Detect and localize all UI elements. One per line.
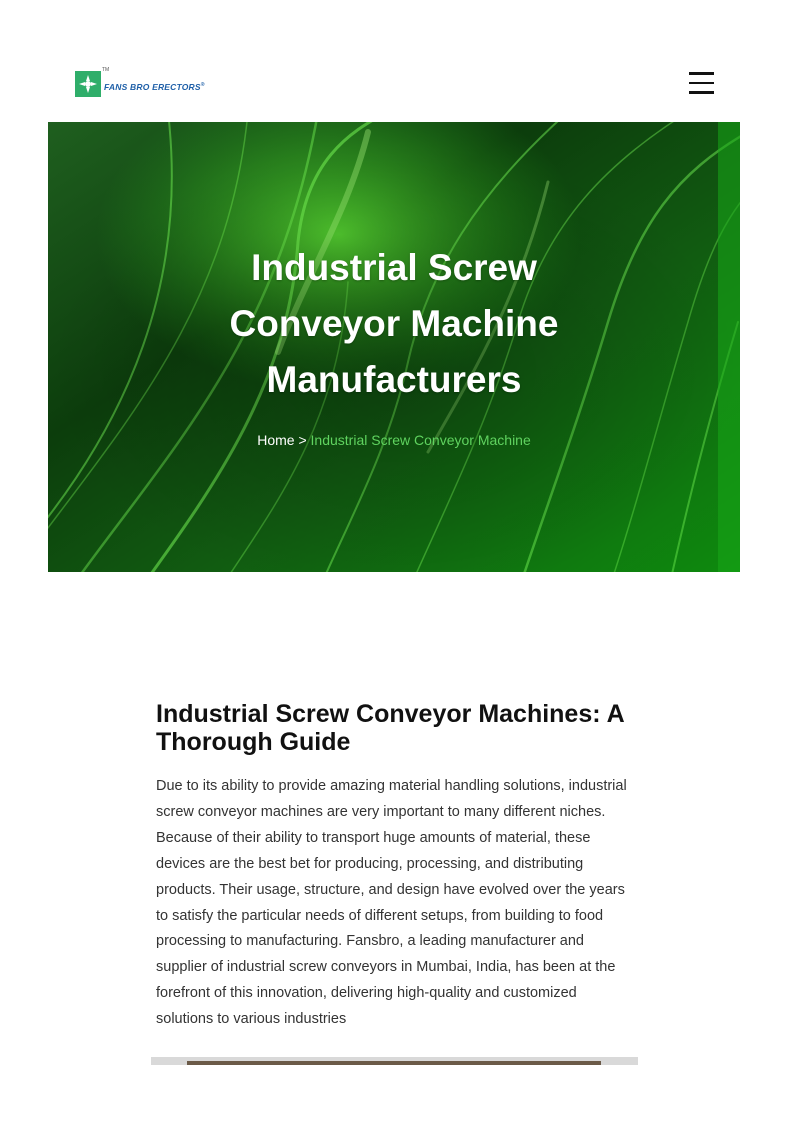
hero-content <box>48 240 740 448</box>
article-image <box>151 1057 638 1065</box>
breadcrumb-separator: > <box>294 432 311 448</box>
breadcrumb <box>48 432 740 448</box>
hero-banner <box>48 122 740 572</box>
site-logo[interactable] <box>75 67 205 98</box>
logo-text <box>104 82 205 92</box>
article-heading: Industrial Screw Conveyor Machines: A Thorough Guide <box>156 700 624 756</box>
article-image-content <box>187 1061 601 1065</box>
logo-wordmark: FANS BRO ERECTORS <box>104 82 201 92</box>
page-title: Industrial Screw Conveyor Machine Manufacturers <box>229 247 559 400</box>
breadcrumb-current: Industrial Screw Conveyor Machine <box>310 432 531 448</box>
site-header <box>0 0 792 122</box>
article-paragraph: Due to its ability to provide amazing material handling solutions, industrial screw conveyor machines are very important to many different niches. Because of their ability to transport huge amounts of material, these devices are the best bet for producing, processing, and distributing products. Their usage, structure, and design have evolved over the years to satisfy the particular needs of different setups, from building to food processing to manufacturing. Fansbro, a leading manufacturer and supplier of industrial screw conveyors in Mumbai, India, has been at the forefront of this innovation, delivering high-quality and customized solutions to various industries <box>156 778 627 1028</box>
fan-logo-icon <box>75 67 110 97</box>
hamburger-menu-icon[interactable] <box>689 72 714 94</box>
menu-bar-top <box>689 72 714 75</box>
menu-bar-bottom <box>689 91 714 94</box>
article-section <box>156 700 636 1033</box>
breadcrumb-home-link[interactable]: Home <box>257 432 295 448</box>
logo-registered-mark: ® <box>200 82 205 89</box>
menu-bar-middle <box>689 82 714 85</box>
logo-trademark: TM <box>102 67 110 73</box>
